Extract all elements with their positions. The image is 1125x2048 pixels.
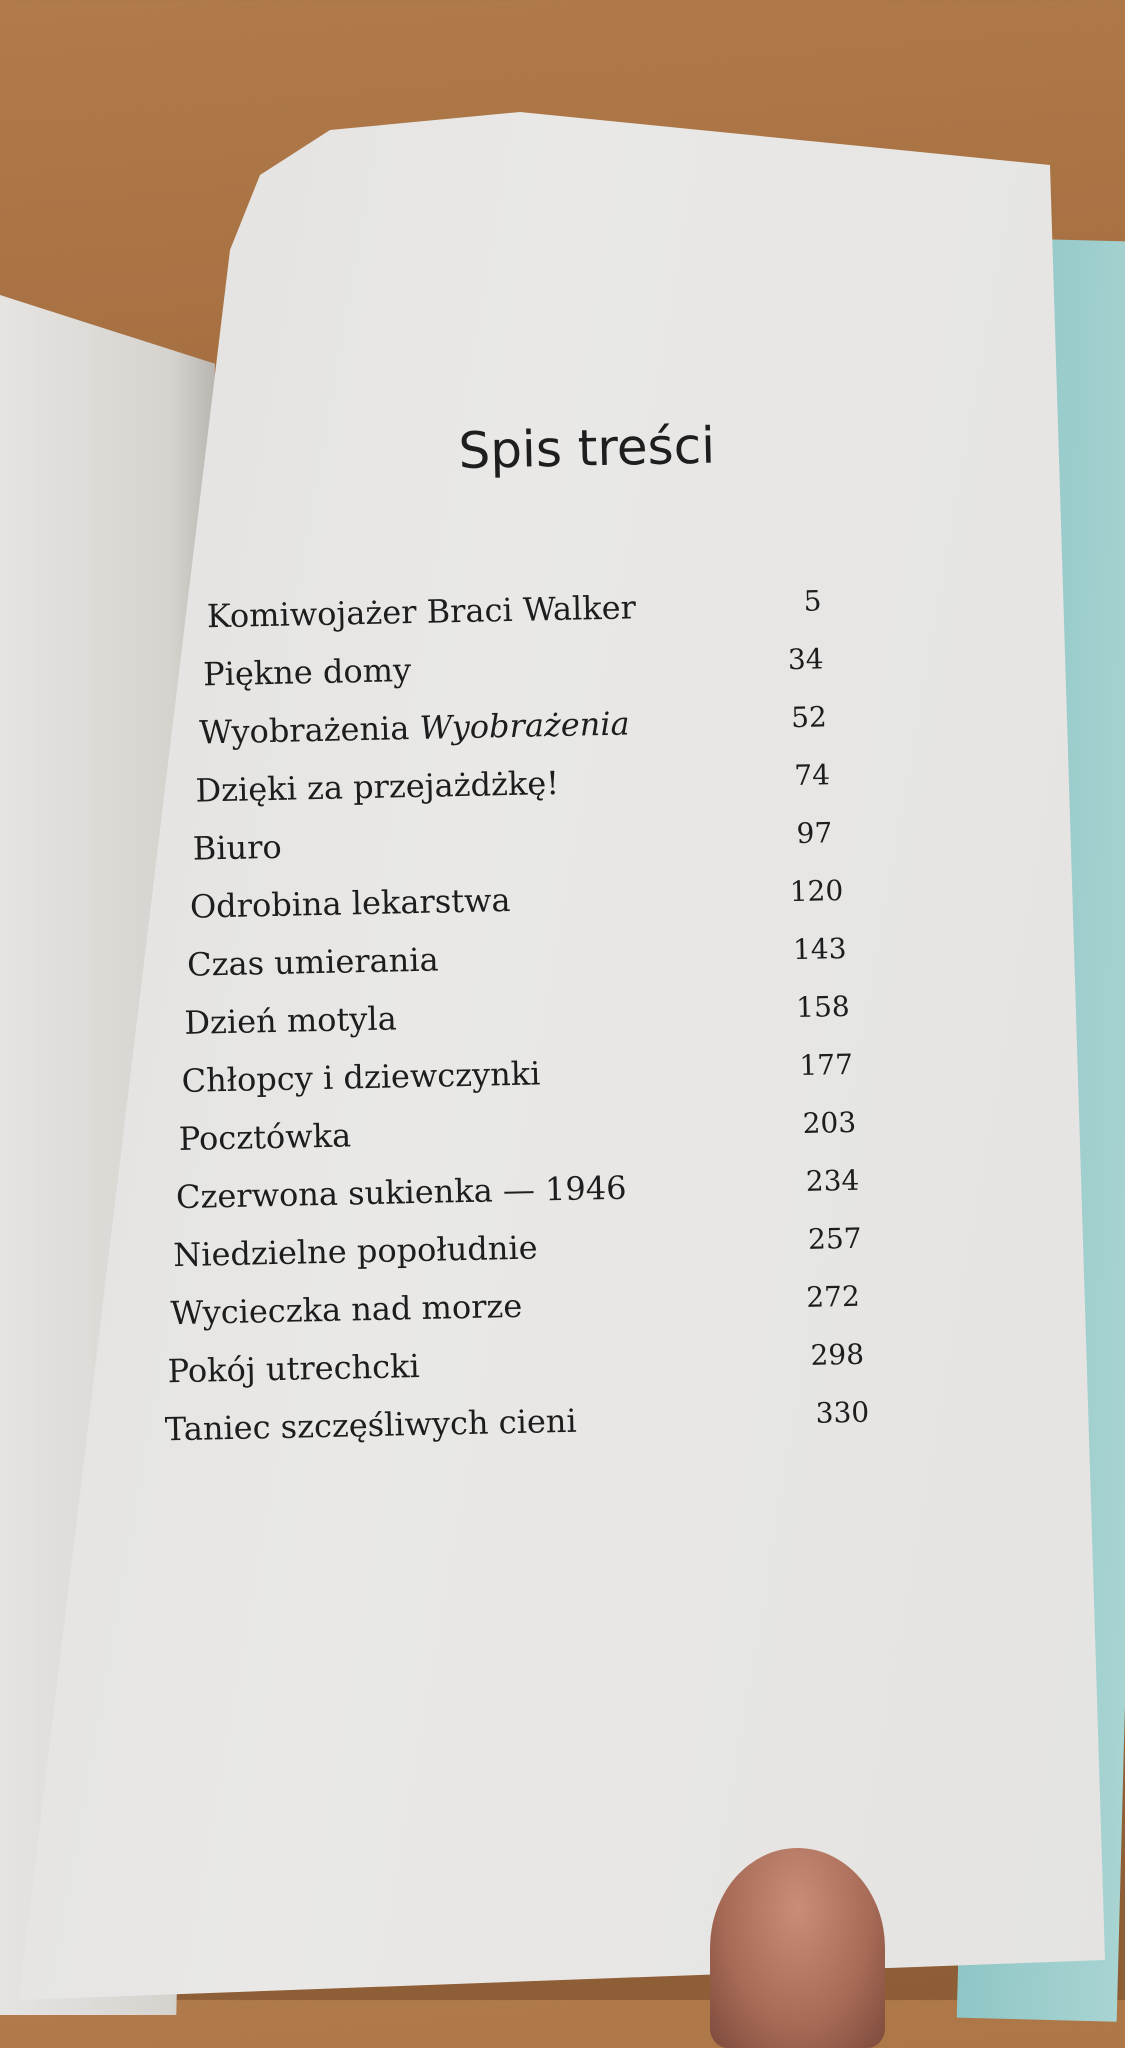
toc-entry-title [199,704,630,751]
toc-entry-title: Piękne domy [202,651,412,694]
page-title: Spis treści [457,416,716,480]
toc-entry-title: Dzień motyla [183,999,398,1042]
toc-entry-title: Wycieczka nad morze [170,1286,523,1333]
toc-entry-title: Chłopcy i dziewczynki [181,1054,541,1100]
toc-entry-title: Pocztówka [178,1116,352,1159]
toc-entry-page: 120 [789,874,844,909]
toc-entry-page: 34 [787,642,824,677]
toc-entry-title: Czerwona sukienka — 1946 [175,1168,627,1217]
toc-entry-page: 203 [802,1105,857,1140]
toc-entry-title: Niedzielne popołudnie [172,1228,538,1275]
fingertip [710,1848,885,2048]
toc-entry-page: 74 [794,758,831,793]
toc-entry-page: 234 [805,1163,860,1198]
toc-entry-title: Pokój utrechcki [167,1347,421,1391]
toc-entry-page: 143 [792,931,847,967]
toc-entry-title: Komiwojażer Braci Walker [206,588,637,636]
toc-entry-title: Biuro [192,827,283,868]
toc-entry-title: Dzięki za przejażdżkę! [195,763,560,810]
toc-entry-title-regular: Wyobrażenia [198,709,410,752]
toc-entry-page: 5 [803,584,822,618]
toc-entry-title-italic: Wyobrażenia [419,704,631,747]
toc-entry-page: 330 [815,1395,870,1430]
toc-entry-page: 272 [805,1279,861,1314]
toc-entry-page: 158 [795,989,850,1025]
toc-entry-page: 97 [796,816,833,851]
toc-entry-page: 298 [810,1337,865,1372]
toc-entry-page: 52 [790,700,828,735]
toc-entry-title: Odrobina lekarstwa [189,881,511,926]
toc-entry-page: 257 [807,1221,862,1256]
toc-entry-title: Taniec szczęśliwych cieni [164,1401,578,1449]
toc-entry-page: 177 [799,1047,854,1082]
toc-entry-title: Czas umierania [186,940,439,984]
